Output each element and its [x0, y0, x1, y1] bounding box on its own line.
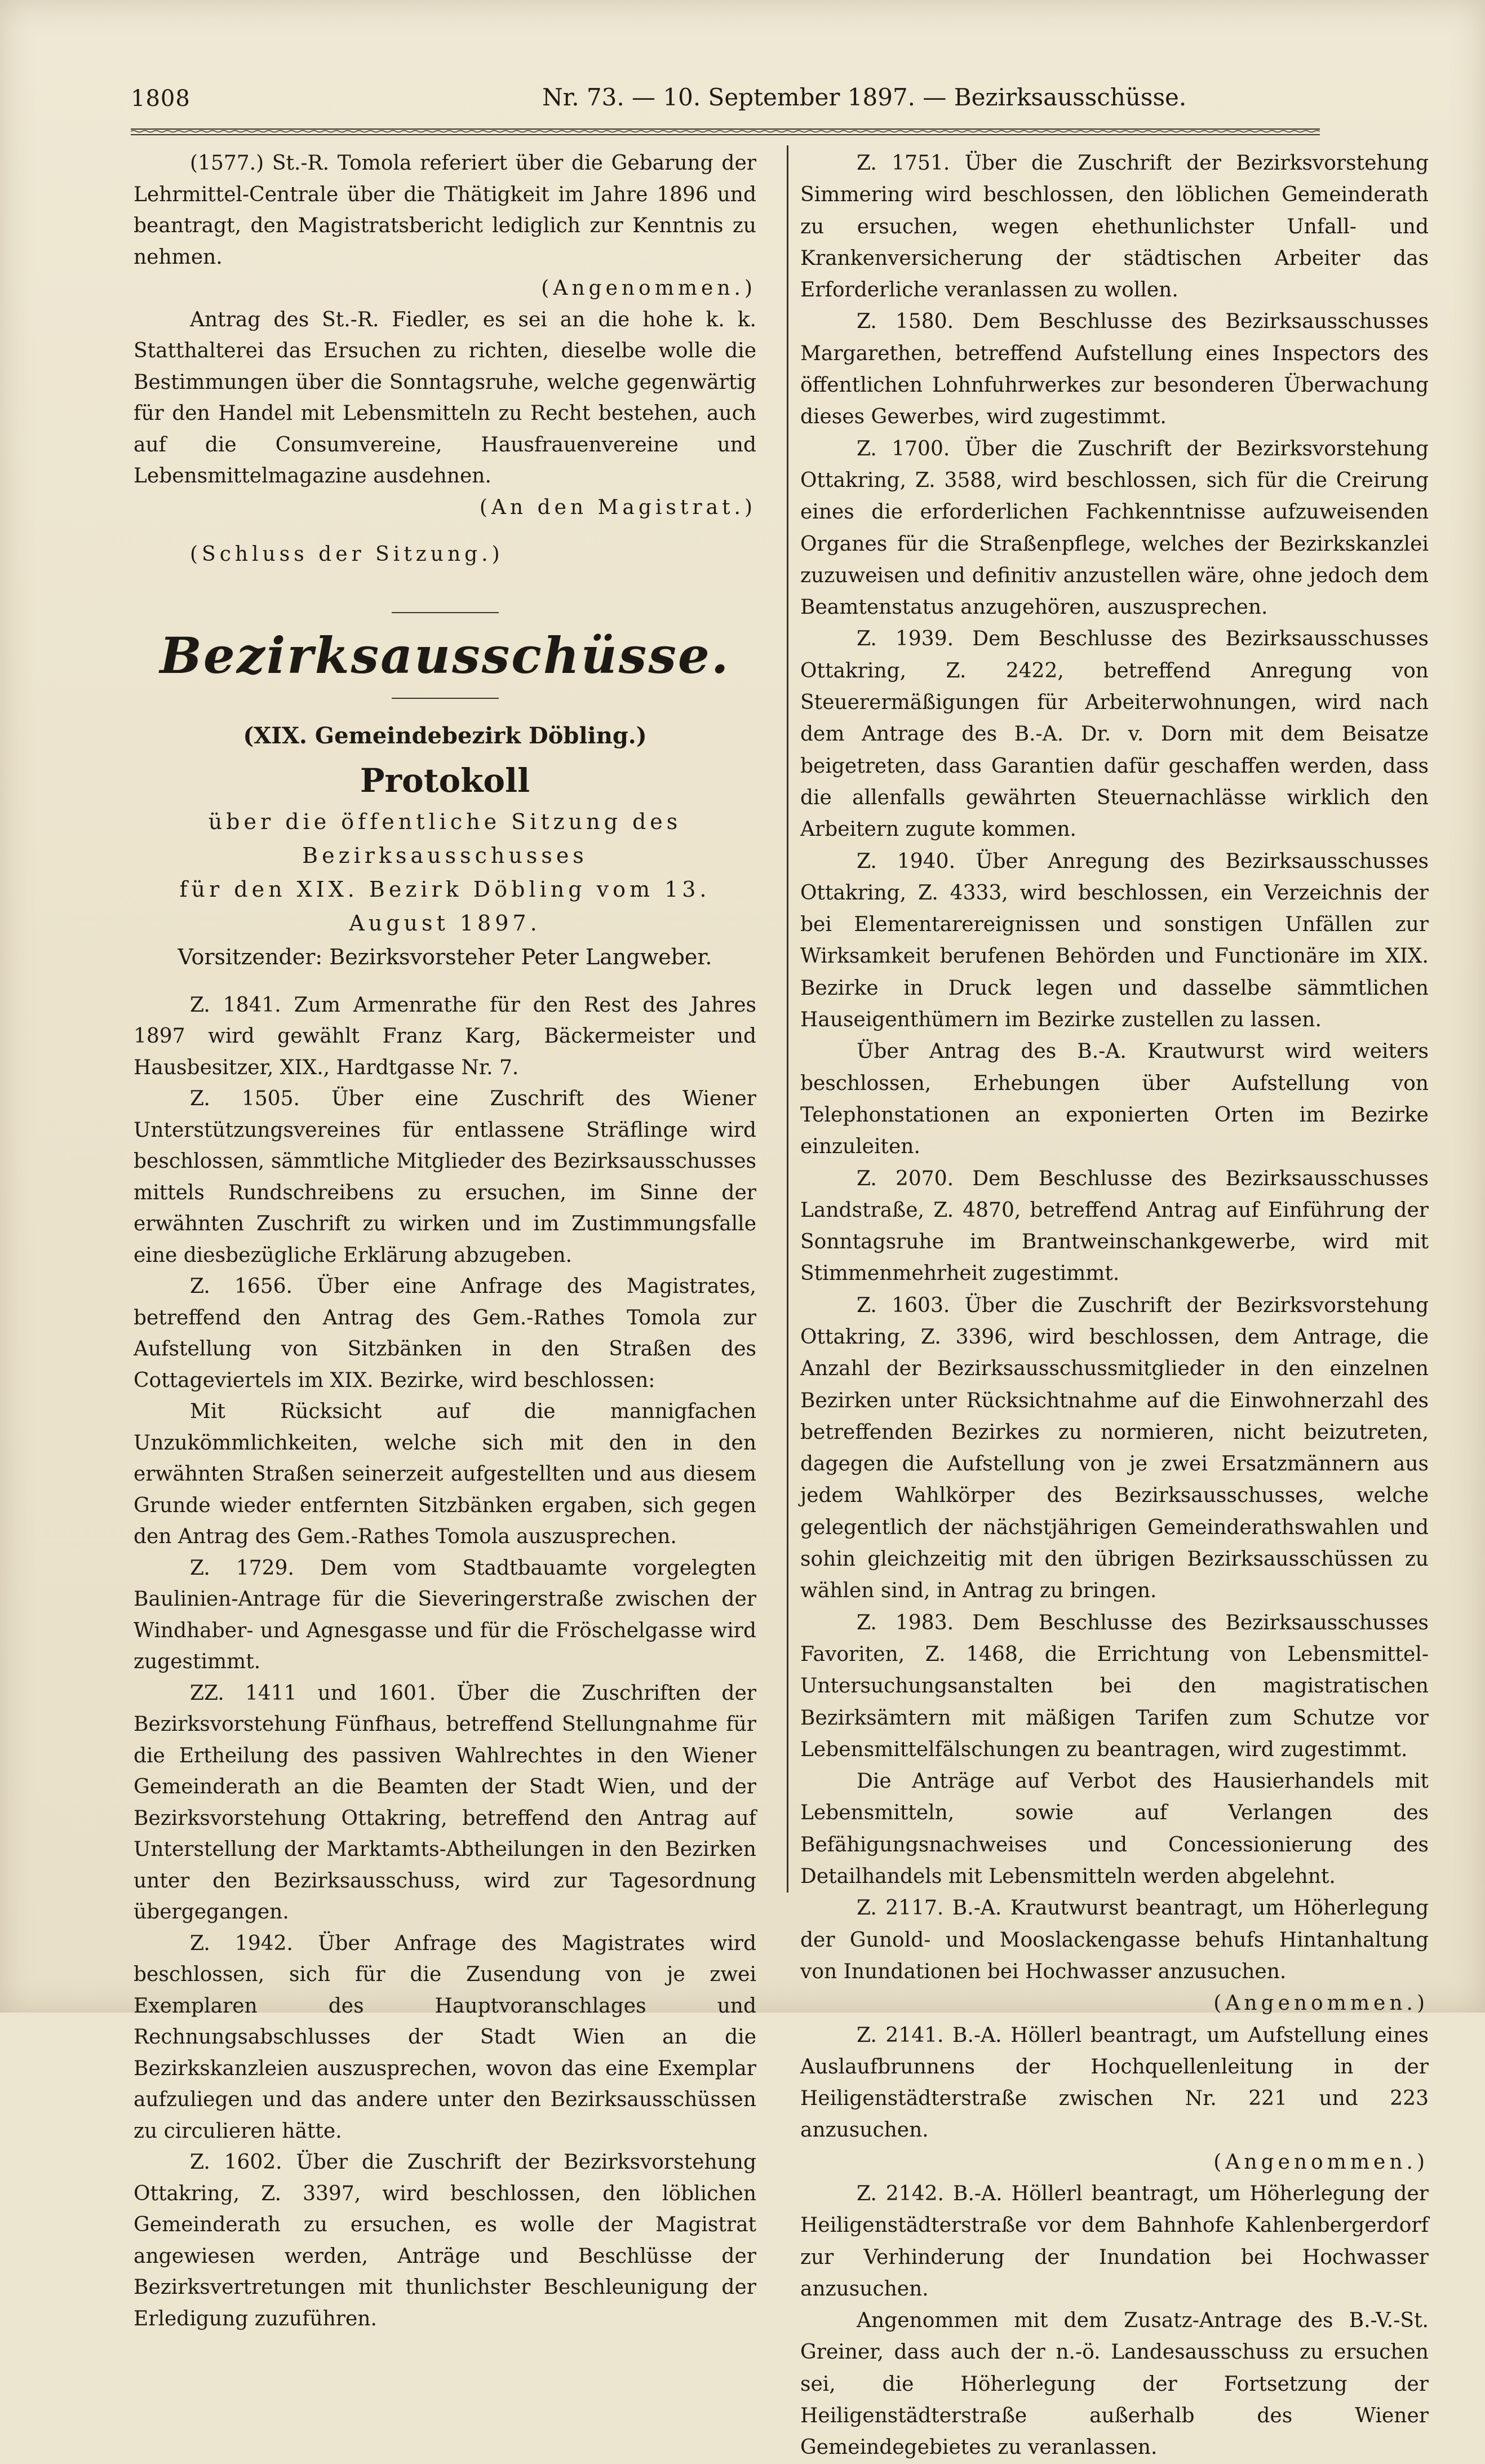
item-2141: Z. 2141. B.-A. Höllerl beantragt, um Aufstellung eines Auslaufbrunnens der Hochquellenleitung in der Heiligenstädterstraße zwischen Nr. 221 und 223 anzusuchen. — [800, 2023, 1429, 2142]
item-1939: Z. 1939. Dem Beschlusse des Bezirksausschusses Ottakring, Z. 2422, betreffend Anregung von Steuerermäßigungen für Arbeiterwohnungen, wird nach dem Antrage des B.-A. Dr. v. Dorn mit dem Beisatze beigetreten, dass Garantien dafür geschaffen werden, dass die allenfalls gewährten Steuernachlässe wirklich den Arbeitern zugute kommen. — [800, 627, 1429, 841]
item-2070: Z. 2070. Dem Beschlusse des Bezirksausschusses Landstraße, Z. 4870, betreffend Antrag auf Einführung der Sonntagsruhe im Brantweinschankgewerbe, wird mit Stimmenmehrheit zugestimmt. — [800, 1167, 1429, 1286]
item-1942: Z. 1942. Über Anfrage des Magistrates wird beschlossen, sich für die Zusendung von je zwei Exemplaren des Hauptvoranschlages und Rechnungsabschlusses der Stadt Wien an die Bezirkskanzleien auszusprechen, wovon das eine Exemplar aufzuliegen und das andere unter den Bezirksausschüssen zu circulieren hätte. — [134, 1931, 756, 2143]
session-end: (Schluss der Sitzung.) — [190, 543, 504, 566]
item-1656-resolution: Mit Rücksicht auf die mannigfachen Unzukömmlichkeiten, welche sich mit den in den erwähnten Straßen seinerzeit aufgestellten und aus diesem Grunde wieder entfernten Sitzbänken ergaben, sich gegen den Antrag des Gem.-Rathes Tomola auszusprechen. — [134, 1400, 756, 1548]
item-2142: Z. 2142. B.-A. Höllerl beantragt, um Höherlegung der Heiligenstädterstraße vor dem Bahnhofe Kahlenbergerdorf zur Verhinderung der Inundation bei Hochwasser anzusuchen. — [800, 2182, 1429, 2301]
page-number: 1808 — [131, 86, 190, 112]
left-column — [134, 148, 756, 2334]
item-2117-status: (Angenommen.) — [1213, 1992, 1429, 2015]
column-divider — [787, 145, 788, 1893]
protocol-subtitle-1: über die öffentliche Sitzung des Bezirksausschusses — [208, 809, 682, 868]
protocol-title: Protokoll — [360, 761, 530, 800]
protocol-subtitle-2: für den XIX. Bezirk Döbling vom 13. August 1897. — [179, 876, 711, 936]
item-1940: Z. 1940. Über Anregung des Bezirksausschusses Ottakring, Z. 4333, wird beschlossen, ein Verzeichnis der bei Elementarereignissen und sonstigen Unfällen zur Wirksamkeit berufenen Behörden und Functionäre im XIX. Bezirke in Druck legen und dasselbe sämmtlichen Hauseigenthümern im Bezirke zustellen zu lassen. — [800, 849, 1429, 1032]
section-title: Bezirksausschüsse. — [159, 626, 730, 685]
item-1983: Z. 1983. Dem Beschlusse des Bezirksausschusses Favoriten, Z. 1468, die Errichtung von Lebensmittel-Untersuchungsanstalten bei den magistratischen Bezirksämtern mit mäßigen Tarifen zum Schutze vor Lebensmittelfälschungen zu beantragen, wird zugestimmt. — [800, 1611, 1429, 1761]
item-1602: Z. 1602. Über die Zuschrift der Bezirksvorstehung Ottakring, Z. 3397, wird beschlossen, den löblichen Gemeinderath zu ersuchen, es wolle der Magistrat angewiesen werden, Anträge und Beschlüsse der Bezirksvertretungen mit thunlichster Beschleunigung der Erledigung zuzuführen. — [134, 2151, 756, 2330]
running-head: Nr. 73. — 10. September 1897. — Bezirksausschüsse. — [542, 83, 1187, 111]
page-header — [131, 79, 1320, 124]
item-1729: Z. 1729. Dem vom Stadtbauamte vorgelegten Baulinien-Antrage für die Sieveringerstraße zwischen der Windhaber- und Agnesgasse und für die Fröschelgasse wird zugestimmt. — [134, 1556, 756, 1673]
right-column — [800, 148, 1429, 2464]
item-2117: Z. 2117. B.-A. Krautwurst beantragt, um Höherlegung der Gunold- und Mooslackengasse behufs Hintanhaltung von Inundationen bei Hochwasser anzusuchen. — [800, 1896, 1429, 1983]
item-2142-amendment: Angenommen mit dem Zusatz-Antrage des B.-V.-St. Greiner, dass auch der n.-ö. Landesausschuss zu ersuchen sei, die Höherlegung der Fortsetzung der Heiligenstädterstraße außerhalb des Wiener Gemeindegebietes zu veranlassen. — [800, 2309, 1429, 2459]
item-1983-rejected: Die Anträge auf Verbot des Hausierhandels mit Lebensmitteln, sowie auf Verlangen des Befähigungsnachweises und Concessionierung des Detailhandels mit Lebensmitteln werden abgelehnt. — [800, 1770, 1429, 1889]
motion-fiedler-status: (An den Magistrat.) — [479, 495, 756, 519]
item-1505: Z. 1505. Über eine Zuschrift des Wiener Unterstützungsvereines für entlassene Sträflinge wird beschlossen, sämmtliche Mitglieder des Bezirksausschusses mittels Rundschreibens zu ersuchen, im Sinne der erwähnten Zuschrift zu wirken und im Zustimmungsfalle eine diesbezügliche Erklärung abzugeben. — [134, 1087, 756, 1267]
motion-krautwurst: Über Antrag des B.-A. Krautwurst wird weiters beschlossen, Erhebungen über Aufstellung von Telephonstationen an exponierten Orten im Bezirke einzuleiten. — [800, 1040, 1429, 1159]
item-1580: Z. 1580. Dem Beschlusse des Bezirksausschusses Margarethen, betreffend Aufstellung eines Inspectors des öffentlichen Lohnfuhrwerkes zur besonderen Überwachung dieses Gewerbes, wird zugestimmt. — [800, 310, 1429, 429]
item-1751: Z. 1751. Über die Zuschrift der Bezirksvorstehung Simmering wird beschlossen, den löblichen Gemeinderath zu ersuchen, wegen ehethunlichster Unfall- und Krankenversicherung der städtischen Arbeiter das Erforderliche veranlassen zu wollen. — [800, 152, 1429, 302]
item-1603: Z. 1603. Über die Zuschrift der Bezirksvorstehung Ottakring, Z. 3396, wird beschlossen, dem Antrage, die Anzahl der Bezirksausschussmitglieder in den einzelnen Bezirken unter Rücksichtnahme auf die Einwohnerzahl des betreffenden Bezirkes zu normieren, nicht beizutreten, dagegen die Aufstellung von je zwei Ersatzmännern aus jedem Wahlkörper des Bezirksausschusses, welche gelegentlich der nächstjährigen Gemeinderathswahlen und sohin gleichzeitig mit den übrigen Bezirksausschüssen zu wählen sind, in Antrag zu bringen. — [800, 1293, 1429, 1603]
district-heading: (XIX. Gemeindebezirk Döbling.) — [243, 722, 647, 749]
item-1700: Z. 1700. Über die Zuschrift der Bezirksvorstehung Ottakring, Z. 3588, wird beschlossen, sich für die Creirung eines die erforderlichen Fachkenntnisse aufzuweisenden Organes für die Straßenpflege, welches der Bezirkskanzlei zuzuweisen und definitiv anzustellen wäre, ohne jedoch dem Beamtenstatus anzugehören, auszusprechen. — [800, 437, 1429, 619]
chairman-line: Vorsitzender: Bezirksvorsteher Peter Langweber. — [178, 944, 712, 969]
item-2141-status: (Angenommen.) — [1213, 2150, 1429, 2174]
header-rule-ornament — [131, 130, 1320, 133]
motion-fiedler: Antrag des St.-R. Fiedler, es sei an die hohe k. k. Statthalterei das Ersuchen zu richten, dieselbe wolle die Bestimmungen über die Sonntagsruhe, welche gegenwärtig für den Handel mit Lebensmitteln zu Recht bestehen, auch auf die Consumvereine, Hausfrauenvereine und Lebensmittelmagazine ausdehnen. — [134, 308, 756, 488]
item-1411-1601: ZZ. 1411 und 1601. Über die Zuschriften der Bezirksvorstehung Fünfhaus, betreffend Stellungnahme für die Ertheilung des passiven Wahlrechtes in den Wiener Gemeinderath an die Beamten der Stadt Wien, und der Bezirksvorstehung Ottakring, betreffend den Antrag auf Unterstellung der Marktamts-Abtheilungen in den Bezirken unter den Bezirksausschuss, wird zur Tagesordnung übergegangen. — [134, 1681, 756, 1924]
item-1577-status: (Angenommen.) — [541, 277, 756, 300]
item-1656: Z. 1656. Über eine Anfrage des Magistrates, betreffend den Antrag des Gem.-Rathes Tomola zur Aufstellung von Sitzbänken in den Straßen des Cottageviertels im XIX. Bezirke, wird beschlossen: — [134, 1275, 756, 1392]
item-1577: (1577.) St.-R. Tomola referiert über die Gebarung der Lehrmittel-Centrale über die Thätigkeit im Jahre 1896 und beantragt, den Magistratsbericht lediglich zur Kenntnis zu nehmen. — [134, 152, 756, 269]
item-1841: Z. 1841. Zum Armenrathe für den Rest des Jahres 1897 wird gewählt Franz Karg, Bäckermeister und Hausbesitzer, XIX., Hardtgasse Nr. 7. — [134, 993, 756, 1079]
